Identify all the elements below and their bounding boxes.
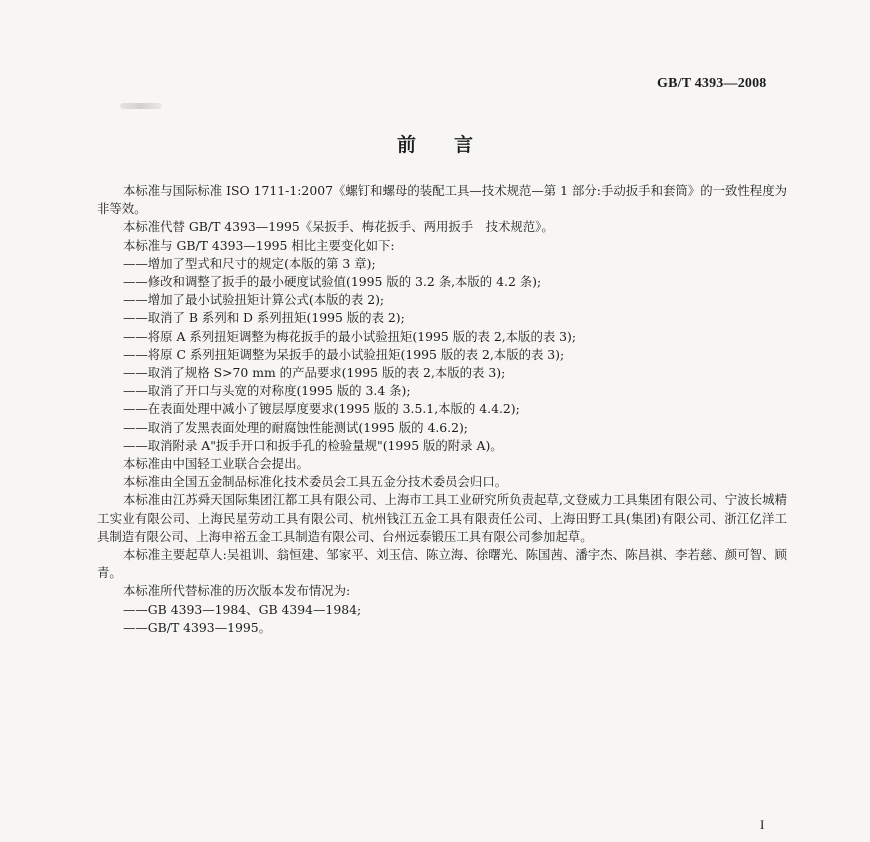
foreword-body: [97, 182, 787, 637]
change-item: ——将原 A 系列扭矩调整为梅花扳手的最小试验扭矩(1995 版的表 2,本版的表 3);: [123, 328, 577, 344]
history-item: ——GB 4393—1984、GB 4394—1984;: [123, 601, 362, 617]
change-item: ——取消了规格 S>70 mm 的产品要求(1995 版的表 2,本版的表 3);: [123, 365, 506, 381]
change-item: ——取消了 B 系列和 D 系列扭矩(1995 版的表 2);: [123, 310, 405, 326]
paragraph-administered-by: 本标准由全国五金制品标准化技术委员会工具五金分技术委员会归口。: [123, 474, 508, 490]
change-item: ——增加了最小试验扭矩计算公式(本版的表 2);: [123, 292, 385, 308]
change-item: ——修改和调整了扳手的最小硬度试验值(1995 版的 3.2 条,本版的 4.2 条);: [123, 274, 542, 290]
change-item: ——取消附录 A"扳手开口和扳手孔的检验量规"(1995 版的附录 A)。: [123, 437, 503, 453]
history-item: ——GB/T 4393—1995。: [123, 619, 272, 635]
paragraph-changes-intro: 本标准与 GB/T 4393—1995 相比主要变化如下:: [123, 237, 395, 253]
scan-artifact: [120, 103, 162, 109]
change-item: ——取消了发黑表面处理的耐腐蚀性能测试(1995 版的 4.6.2);: [123, 419, 468, 435]
paragraph-replaces: 本标准代替 GB/T 4393—1995《呆扳手、梅花扳手、两用扳手 技术规范》。: [123, 219, 554, 235]
change-item: ——将原 C 系列扭矩调整为呆扳手的最小试验扭矩(1995 版的表 2,本版的表 3);: [123, 346, 565, 362]
paragraph-drafters: 本标准主要起草人:吴祖训、翁恒建、邹家平、刘玉信、陈立海、徐曙光、陈国茜、潘宇杰、陈昌祺、李若慈、颜可智、顾青。: [97, 547, 787, 581]
paragraph-history-intro: 本标准所代替标准的历次版本发布情况为:: [123, 583, 351, 599]
change-item: ——增加了型式和尺寸的规定(本版的第 3 章);: [123, 255, 376, 271]
paragraph-drafting-units: 本标准由江苏舜天国际集团江都工具有限公司、上海市工具工业研究所负责起草,文登威力工具集团有限公司、宁波长城精工实业有限公司、上海民星劳动工具有限公司、杭州钱江五金工具有限责任公司、上海田野工具(集团)有限公司、浙江亿洋工具制造有限公司、上海申裕五金工具制造有限公司、台州远泰锻压工具有限公司参加起草。: [97, 492, 787, 544]
standard-code: GB/T 4393—2008: [657, 76, 767, 91]
change-item: ——在表面处理中减小了镀层厚度要求(1995 版的 3.5.1,本版的 4.4.2);: [123, 401, 520, 417]
page-number: I: [760, 817, 765, 832]
paragraph-equivalence: 本标准与国际标准 ISO 1711-1:2007《螺钉和螺母的装配工具—技术规范—第 1 部分:手动扳手和套筒》的一致性程度为非等效。: [97, 183, 787, 217]
paragraph-proposed-by: 本标准由中国轻工业联合会提出。: [123, 456, 309, 472]
page-title: 前言: [396, 134, 511, 156]
change-item: ——取消了开口与头宽的对称度(1995 版的 3.4 条);: [123, 383, 411, 399]
